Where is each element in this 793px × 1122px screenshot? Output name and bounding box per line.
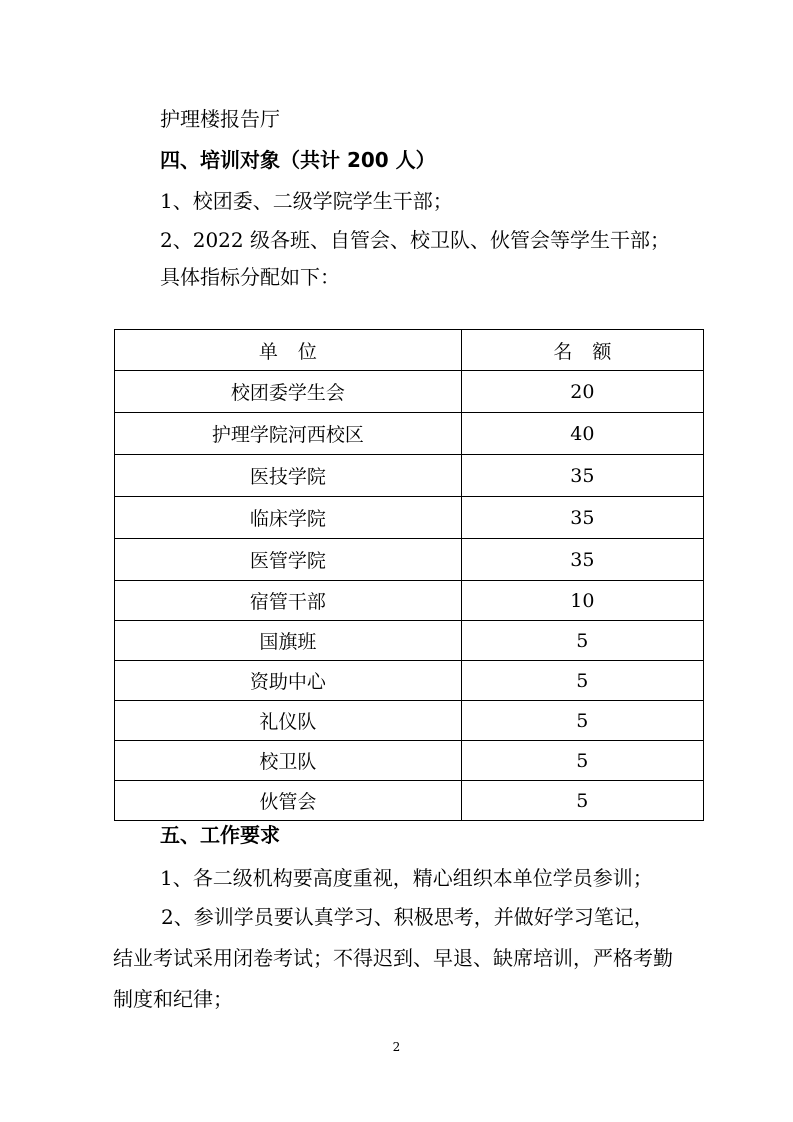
unit-cell: 礼仪队: [115, 701, 462, 741]
section-4-item-1: 1、校团委、二级学院学生干部；: [160, 189, 453, 213]
table-header-row: [115, 330, 704, 371]
section-5-item-2-continuation: 结业考试采用闭卷考试；不得迟到、早退、缺席培训，严格考勤制度和纪律；: [113, 946, 673, 1011]
unit-cell: 医技学院: [115, 455, 462, 497]
unit-cell: 国旗班: [115, 621, 462, 661]
unit-cell: 医管学院: [115, 539, 462, 581]
unit-cell: 伙管会: [115, 781, 462, 821]
section-5-item-1: 1、各二级机构要高度重视，精心组织本单位学员参训；: [160, 866, 653, 890]
section-4-note: 具体指标分配如下：: [160, 265, 340, 289]
count-cell: 5: [461, 661, 703, 701]
section-4-heading: 四、培训对象（共计 200 人）: [160, 148, 436, 172]
unit-cell: 护理学院河西校区: [115, 413, 462, 455]
count-cell: 5: [461, 781, 703, 821]
table-row: [115, 661, 704, 701]
table-row: [115, 455, 704, 497]
quota-table: [114, 329, 704, 821]
section-4-item-2: 2、2022 级各班、自管会、校卫队、伙管会等学生干部；: [160, 228, 670, 252]
unit-cell: 临床学院: [115, 497, 462, 539]
table-row: [115, 581, 704, 621]
count-cell: 10: [461, 581, 703, 621]
header-unit: 单位: [115, 330, 462, 371]
count-cell: 35: [461, 497, 703, 539]
count-cell: 35: [461, 539, 703, 581]
count-cell: 5: [461, 741, 703, 781]
section-5-item-2: [113, 897, 673, 1020]
unit-cell: 校卫队: [115, 741, 462, 781]
table-row: [115, 701, 704, 741]
count-cell: 5: [461, 701, 703, 741]
table-row: [115, 539, 704, 581]
table-row: [115, 497, 704, 539]
count-cell: 5: [461, 621, 703, 661]
unit-cell: 资助中心: [115, 661, 462, 701]
count-cell: 40: [461, 413, 703, 455]
section-5-item-2-line-1: 2、参训学员要认真学习、积极思考，并做好学习笔记，: [161, 905, 654, 929]
table-row: [115, 621, 704, 661]
count-cell: 20: [461, 371, 703, 413]
count-cell: 35: [461, 455, 703, 497]
table-row: [115, 413, 704, 455]
table-row: [115, 371, 704, 413]
page-number: 2: [392, 1040, 401, 1054]
unit-cell: 宿管干部: [115, 581, 462, 621]
header-count: 名额: [461, 330, 703, 371]
table-row: [115, 741, 704, 781]
section-5-heading: 五、工作要求: [160, 823, 280, 847]
table-row: [115, 781, 704, 821]
location-line: 护理楼报告厅: [160, 107, 280, 131]
unit-cell: 校团委学生会: [115, 371, 462, 413]
